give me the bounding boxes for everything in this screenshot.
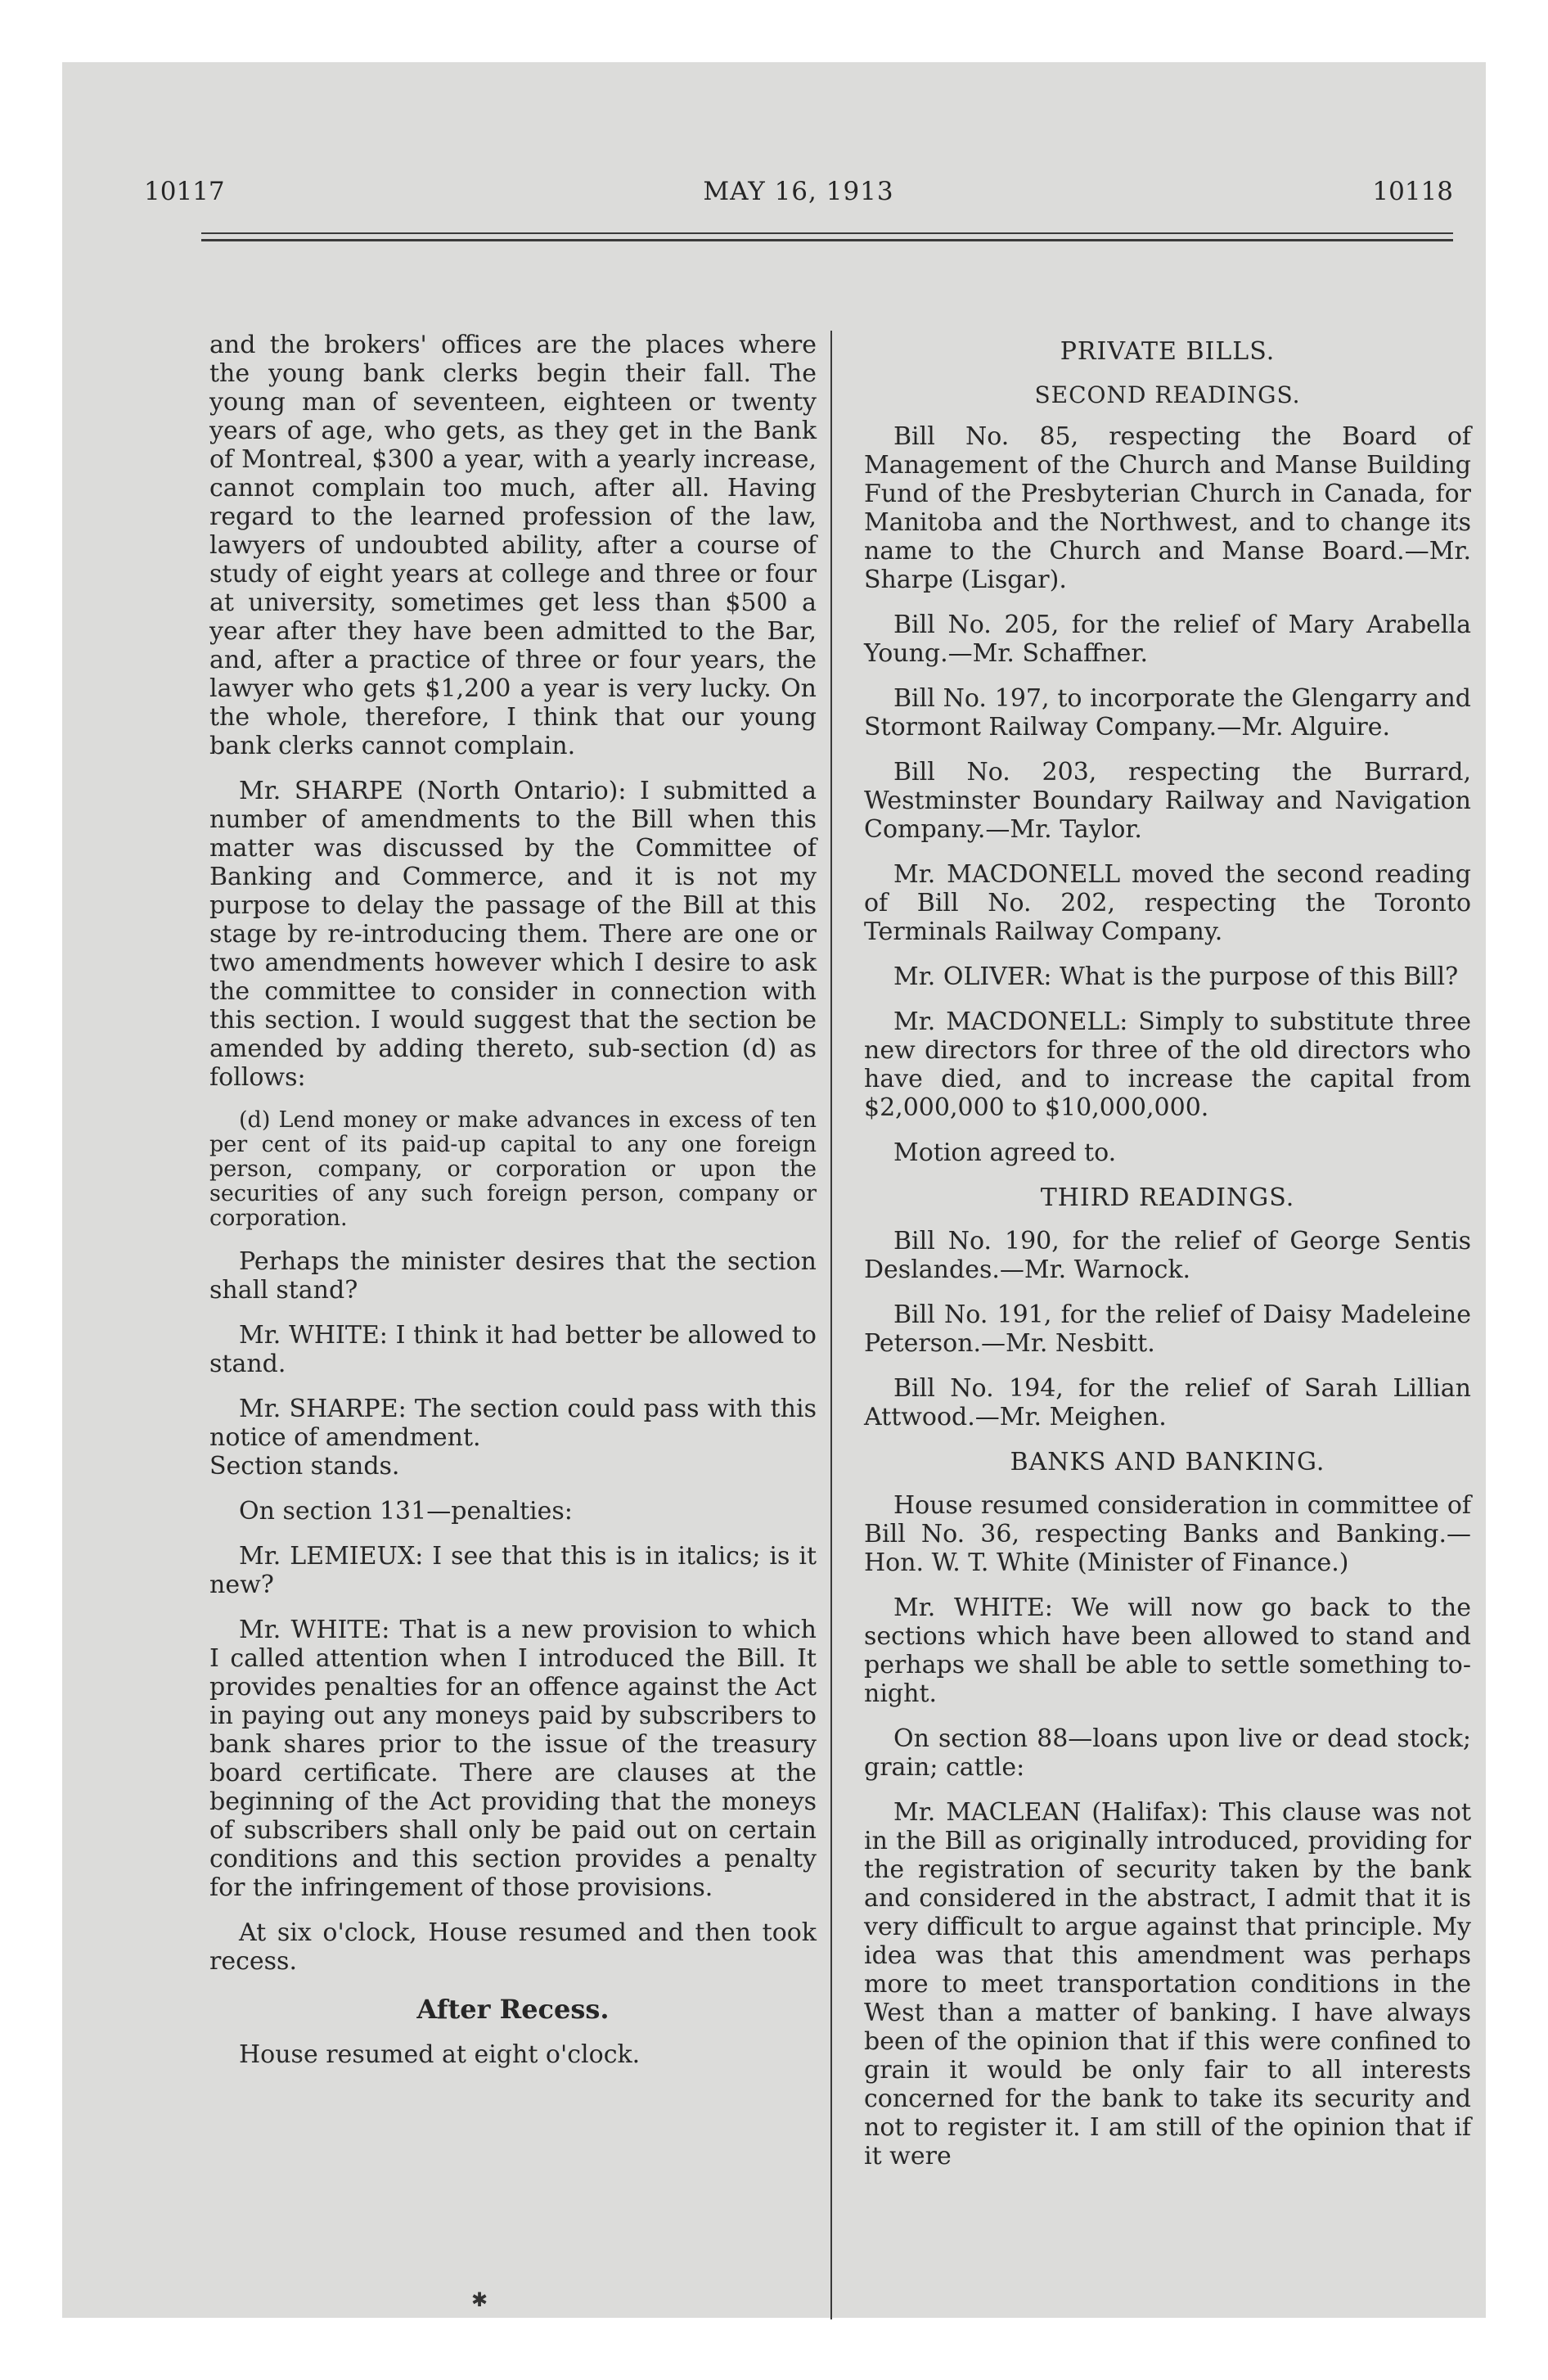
section-heading-third-readings: THIRD READINGS. [1040, 1183, 1295, 1212]
scanned-page [62, 62, 1486, 2318]
page-number-right: 10118 [1372, 177, 1453, 206]
paragraph: and the brokers' offices are the places where the young bank clerks begin their fall. The young man of seventeen, eighteen or twenty years of age, who gets, as they get in the Bank of Montreal, $300 a year, with a yearly increase, cannot complain too much, after all. Having regard to the learned profession of the law, lawyers of undoubted ability, after a course of study of eight years at college and three or four at university, sometimes get less than $500 a year after they have been admitted to the Bar, and, after a practice of three or four years, the lawyer who gets $1,200 a year is very lucky. On the whole, therefore, I think that our young bank clerks cannot complain. [209, 331, 817, 760]
header-rule-bottom [201, 239, 1453, 241]
section-heading-banks-and-banking: BANKS AND BANKING. [1010, 1448, 1325, 1476]
header-rule-top [201, 232, 1453, 234]
paragraph: Mr. OLIVER: What is the purpose of this Bill? [893, 962, 1459, 991]
paragraph: Bill No. 190, for the relief of George Sentis Deslandes.—Mr. Warnock. [864, 1227, 1471, 1284]
paragraph: Mr. MACDONELL moved the second reading of Bill No. 202, respecting the Toronto Terminals Railway Company. [864, 860, 1471, 946]
paragraph: Bill No. 85, respecting the Board of Management of the Church and Manse Building Fund of the Presbyterian Church in Canada, for Manitoba and the Northwest, and to change its name to the Church and Manse Board.—Mr. Sharpe (Lisgar). [864, 422, 1471, 594]
page-number-left: 10117 [144, 177, 225, 206]
right-column [864, 331, 1471, 2187]
paragraph: Perhaps the minister desires that the section shall stand? [209, 1247, 817, 1305]
paragraph: House resumed consideration in committee of Bill No. 36, respecting Banks and Banking.—Hon. W. T. White (Minister of Finance.) [864, 1491, 1471, 1577]
paragraph: Mr. SHARPE (North Ontario): I submitted a number of amendments to the Bill when this matter was discussed by the Committee of Banking and Commerce, and it is not my purpose to delay the passage of the Bill at this stage by re-introducing them. There are one or two amendments however which I desire to ask the committee to consider in connection with this section. I would suggest that the section be amended by adding thereto, sub-section (d) as follows: [209, 777, 817, 1092]
quoted-amendment: (d) Lend money or make advances in excess of ten per cent of its paid-up capital to any one foreign person, company, or corporation or upon the securities of any such foreign person, company or corporation. [209, 1107, 817, 1231]
paragraph: Bill No. 197, to incorporate the Glengarry and Stormont Railway Company.—Mr. Alguire. [864, 684, 1471, 741]
paragraph: Bill No. 191, for the relief of Daisy Madeleine Peterson.—Mr. Nesbitt. [864, 1300, 1471, 1358]
section-heading-private-bills: PRIVATE BILLS. [1060, 337, 1276, 366]
page-date-title: MAY 16, 1913 [703, 177, 894, 206]
subheading-second-readings: SECOND READINGS. [1034, 381, 1301, 408]
left-column [209, 331, 817, 2085]
paragraph: Mr. WHITE: I think it had better be allowed to stand. [209, 1321, 817, 1378]
paragraph: On section 88—loans upon live or dead stock; grain; cattle: [864, 1724, 1471, 1782]
paragraph: Bill No. 194, for the relief of Sarah Lillian Attwood.—Mr. Meighen. [864, 1374, 1471, 1431]
paragraph: Bill No. 205, for the relief of Mary Arabella Young.—Mr. Schaffner. [864, 611, 1471, 668]
paragraph: Mr. MACLEAN (Halifax): This clause was not in the Bill as originally introduced, providing for the registration of security taken by the bank and considered in the abstract, I admit that it is very difficult to argue against that principle. My idea was that this amendment was perhaps more to meet transportation conditions in the West than a matter of banking. I have always been of the opinion that if this were confined to grain it would be only fair to all interests concerned for the bank to take its security and not to register it. I am still of the opinion that if it were [864, 1798, 1471, 2170]
paragraph: Motion agreed to. [893, 1138, 1117, 1167]
paragraph: Mr. LEMIEUX: I see that this is in italics; is it new? [209, 1542, 817, 1599]
page-header [144, 167, 1453, 216]
paragraph: On section 131—penalties: [239, 1497, 573, 1526]
section-heading-after-recess: After Recess. [416, 1994, 610, 2025]
paragraph: Mr. WHITE: We will now go back to the sections which have been allowed to stand and perhaps we shall be able to settle something to-night. [864, 1593, 1471, 1708]
column-divider [830, 331, 832, 2319]
paragraph: Mr. SHARPE: The section could pass with this notice of amendment. [209, 1395, 817, 1452]
page-content [144, 167, 1471, 2328]
paragraph: At six o'clock, House resumed and then took recess. [209, 1918, 817, 1976]
paragraph: Mr. WHITE: That is a new provision to which I called attention when I introduced the Bill. It provides penalties for an offence against the Act in paying out any moneys paid by subscribers to bank shares prior to the issue of the treasury board certificate. There are clauses at the beginning of the Act providing that the moneys of subscribers shall only be paid out on certain conditions and this section provides a penalty for the infringement of those provisions. [209, 1616, 817, 1902]
footer-printer-mark: ✱ [471, 2288, 488, 2311]
paragraph: Section stands. [209, 1452, 400, 1481]
paragraph: Bill No. 203, respecting the Burrard, Westminster Boundary Railway and Navigation Company.—Mr. Taylor. [864, 758, 1471, 844]
paragraph: House resumed at eight o'clock. [239, 2040, 641, 2069]
paragraph: Mr. MACDONELL: Simply to substitute three new directors for three of the old directors who have died, and to increase the capital from $2,000,000 to $10,000,000. [864, 1007, 1471, 1122]
